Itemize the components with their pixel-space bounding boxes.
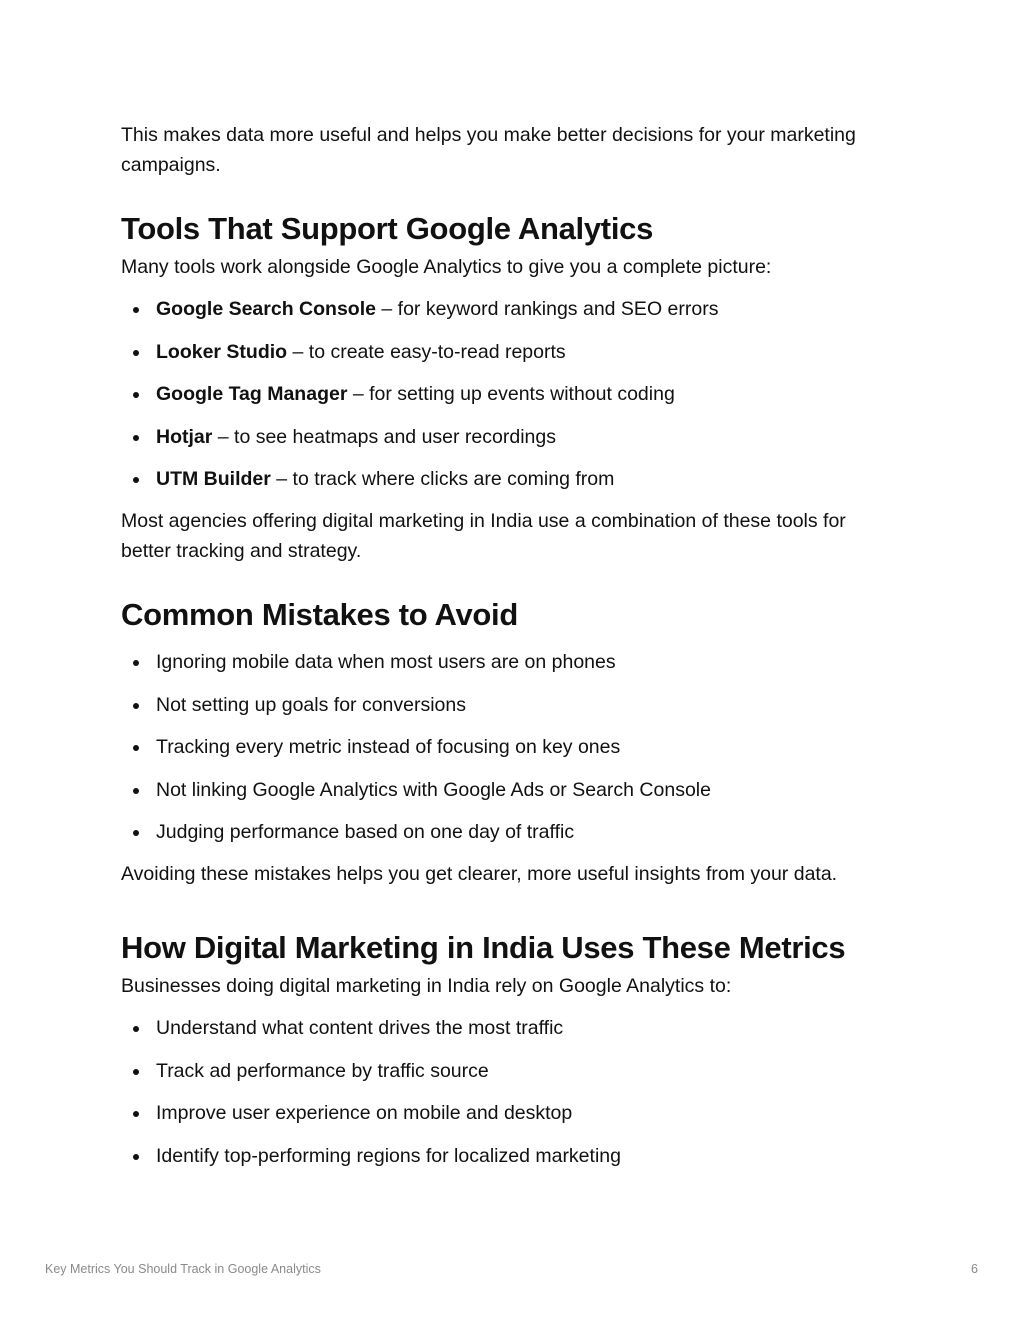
list-item: Tracking every metric instead of focusing on key ones <box>121 732 901 762</box>
tool-name: Google Tag Manager <box>156 383 348 405</box>
tool-description: – to track where clicks are coming from <box>270 468 615 490</box>
usage-list <box>121 1013 901 1171</box>
tools-outro-paragraph: Most agencies offering digital marketing in India use a combination of these tools for better tracking and strategy. <box>121 510 846 562</box>
tool-description: – to create easy-to-read reports <box>287 340 566 363</box>
tool-name: UTM Builder <box>156 468 271 490</box>
list-item: Identify top-performing regions for localized marketing <box>121 1141 901 1171</box>
tools-list <box>121 294 901 494</box>
tool-description: – to see heatmaps and user recordings <box>212 425 556 448</box>
list-item: Not setting up goals for conversions <box>121 690 901 720</box>
list-item <box>121 379 901 409</box>
tool-description: – for keyword rankings and SEO errors <box>375 298 719 320</box>
document-page <box>121 120 901 1171</box>
mistakes-list <box>121 647 901 847</box>
list-item: Improve user experience on mobile and desktop <box>121 1098 901 1128</box>
list-item: Judging performance based on one day of traffic <box>121 817 901 847</box>
list-item <box>121 464 901 494</box>
list-item: Track ad performance by traffic source <box>121 1056 901 1086</box>
list-item <box>121 422 901 452</box>
list-item: Not linking Google Analytics with Google Ads or Search Console <box>121 775 901 805</box>
footer-document-title: Key Metrics You Should Track in Google Analytics <box>45 1262 321 1276</box>
usage-heading: How Digital Marketing in India Uses These Metrics <box>121 930 846 965</box>
list-item: Understand what content drives the most traffic <box>121 1013 901 1043</box>
list-item: Ignoring mobile data when most users are on phones <box>121 647 901 677</box>
footer-page-number: 6 <box>971 1262 978 1276</box>
usage-lead-paragraph: Businesses doing digital marketing in India rely on Google Analytics to: <box>121 975 732 997</box>
tool-description: – for setting up events without coding <box>347 383 675 405</box>
tool-name: Hotjar <box>156 425 213 448</box>
tools-lead-paragraph: Many tools work alongside Google Analytics to give you a complete picture: <box>121 256 772 278</box>
tool-name: Google Search Console <box>156 298 376 320</box>
tool-name: Looker Studio <box>156 340 288 363</box>
list-item <box>121 294 901 324</box>
mistakes-outro-paragraph: Avoiding these mistakes helps you get clearer, more useful insights from your data. <box>121 863 838 885</box>
intro-paragraph: This makes data more useful and helps you make better decisions for your marketing campaigns. <box>121 124 856 176</box>
list-item <box>121 337 901 367</box>
tools-heading: Tools That Support Google Analytics <box>121 211 654 246</box>
mistakes-heading: Common Mistakes to Avoid <box>121 597 518 632</box>
